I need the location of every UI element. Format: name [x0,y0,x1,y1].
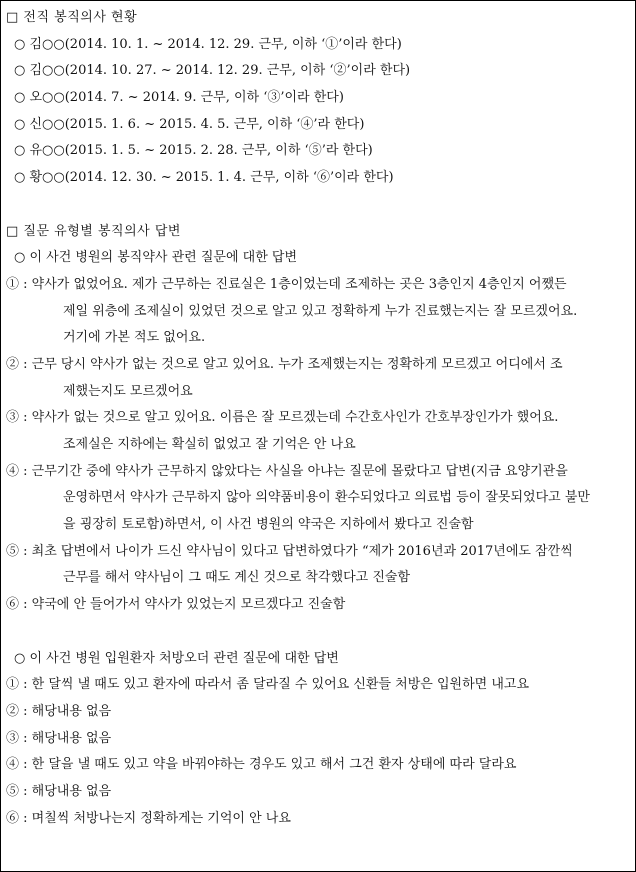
answer-line: ③ : 해당내용 없음 [6,730,112,746]
answer-line: ② : 근무 당시 약사가 없는 것으로 알고 있어요. 누가 조제했는지는 정확하게 모르겠고 어디에서 조 [6,356,563,372]
answer-line: ② : 해당내용 없음 [6,703,112,719]
answer-line: ⑥ : 약국에 안 들어가서 약사가 있었는지 모르겠다고 진술함 [6,597,346,613]
section-title-answers: □ 질문 유형별 봉직의사 답변 [6,223,181,239]
answer-line: 거기에 가본 적도 없어요. [63,330,206,346]
question-title-prescription: ○ 이 사건 병원 입원환자 처방오더 관련 질문에 대한 답변 [14,650,339,666]
answer-line: ③ : 약사가 없는 것으로 알고 있어요. 이름은 잘 모르겠는데 수간호사인가 간호부장인가가 했어요. [6,410,559,426]
answer-line: 제일 위층에 조제실이 있었던 것으로 알고 있고 정확하게 누가 진료했는지는 잘 모르겠어요. [63,303,578,319]
doctor-list-item: ○ 오○○(2014. 7. ~ 2014. 9. 근무, 이하 ‘③’이라 한다) [14,90,344,106]
answer-line: 조제실은 지하에는 확실히 없었고 잘 기억은 안 나요 [63,437,356,452]
doctor-list-item: ○ 김○○(2014. 10. 1. ~ 2014. 12. 29. 근무, 이하 ‘①’이라 한다) [14,36,402,52]
section-title-former-doctors: □ 전직 봉직의사 현황 [6,10,138,25]
doctor-list-item: ○ 김○○(2014. 10. 27. ~ 2014. 12. 29. 근무, 이하 ‘②’이라 한다) [14,63,411,79]
answer-line: 근무를 해서 약사님이 그 때도 계신 것으로 착각했다고 진술함 [63,570,411,586]
answer-line: ① : 약사가 없었어요. 제가 근무하는 진료실은 1층이었는데 조제하는 곳은 3층인지 4층인지 어쨌든 [6,276,567,292]
doctor-list-item: ○ 황○○(2014. 12. 30. ~ 2015. 1. 4. 근무, 이하 ‘⑥’이라 한다) [14,170,394,186]
answer-line: ④ : 근무기간 중에 약사가 근무하지 않았다는 사실을 아냐는 질문에 몰랐다고 답변(지금 요양기관을 [6,463,568,479]
answer-line: ⑤ : 해당내용 없음 [6,783,112,799]
spacer [6,192,621,219]
spacer [6,619,621,646]
answer-line: ⑤ : 최초 답변에서 나이가 드신 약사님이 있다고 답변하였다가 “제가 2016년과 2017년에도 잠깐씩 [6,543,573,559]
answer-line: ④ : 한 달을 낼 때도 있고 약을 바꿔야하는 경우도 있고 해서 그건 환자 상태에 따라 달라요 [6,757,517,773]
answer-line: 운영하면서 약사가 근무하지 않아 의약품비용이 환수되었다고 의료법 등이 잘못되었다고 불만 [63,490,590,506]
doctor-list-item: ○ 유○○(2015. 1. 5. ~ 2015. 2. 28. 근무, 이하 ‘⑤’라 한다) [14,143,373,159]
answer-line: 을 굉장히 토로함)하면서, 이 사건 병원의 약국은 지하에서 봤다고 진술함 [63,517,474,533]
doctor-list-item: ○ 신○○(2015. 1. 6. ~ 2015. 4. 5. 근무, 이하 ‘④’라 한다) [14,116,365,132]
answer-line: ⑥ : 며칠씩 처방나는지 정확하게는 기억이 안 나요 [6,810,291,826]
answer-line: ① : 한 달씩 낼 때도 있고 환자에 따라서 좀 달라질 수 있어요 신환들 처방은 입원하면 내고요 [6,677,530,693]
answer-line: 제했는지도 모르겠어요 [63,383,193,399]
question-title-pharmacist: ○ 이 사건 병원의 봉직약사 관련 질문에 대한 답변 [14,250,298,266]
